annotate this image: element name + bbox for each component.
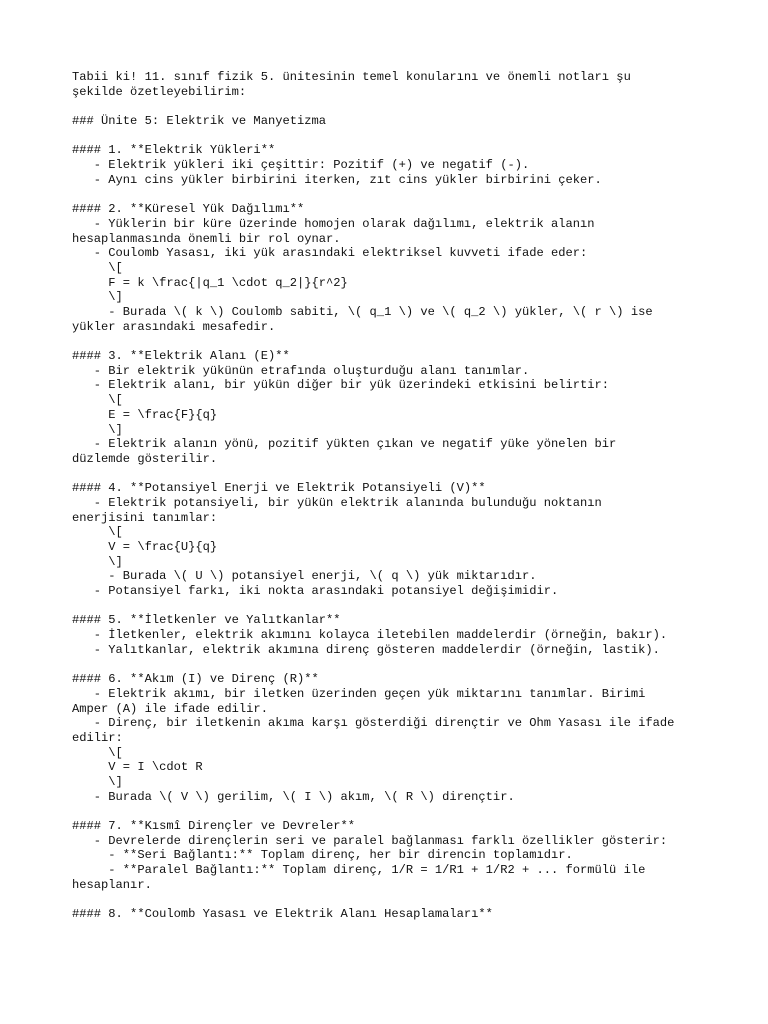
text-line: Amper (A) ile ifade edilir.: [72, 701, 268, 716]
text-line: - **Seri Bağlantı:** Toplam direnç, her bir direncin toplamıdır.: [72, 848, 573, 863]
text-line: \]: [72, 422, 123, 437]
text-line: #### 5. **İletkenler ve Yalıtkanlar**: [72, 613, 341, 628]
text-line: #### 3. **Elektrik Alanı (E)**: [72, 349, 290, 364]
document-body: [72, 70, 712, 922]
text-line: #### 7. **Kısmî Dirençler ve Devreler**: [72, 819, 356, 834]
blank-line: [72, 99, 712, 114]
blank-line: [72, 129, 712, 144]
text-line: - Yalıtkanlar, elektrik akımına direnç gösteren maddelerdir (örneğin, lastik).: [72, 642, 660, 657]
text-line: \[: [72, 525, 123, 540]
text-line: - İletkenler, elektrik akımını kolayca iletebilen maddelerdir (örneğin, bakır).: [72, 628, 668, 643]
text-line: - Yüklerin bir küre üzerinde homojen olarak dağılımı, elektrik alanın: [72, 216, 595, 231]
text-line: şekilde özetleyebilirim:: [72, 84, 247, 99]
text-line: ### Ünite 5: Elektrik ve Manyetizma: [72, 114, 327, 129]
text-line: \]: [72, 554, 123, 569]
text-line: #### 2. **Küresel Yük Dağılımı**: [72, 202, 305, 217]
text-line: - Elektrik alanın yönü, pozitif yükten çıkan ve negatif yüke yönelen bir: [72, 437, 617, 452]
text-line: - Direnç, bir iletkenin akıma karşı gösterdiği dirençtir ve Ohm Yasası ile ifade: [72, 716, 675, 731]
blank-line: [72, 188, 712, 203]
blank-line: [72, 334, 712, 349]
text-line: - Aynı cins yükler birbirini iterken, zıt cins yükler birbirini çeker.: [72, 172, 602, 187]
text-line: V = \frac{U}{q}: [72, 540, 218, 554]
text-line: - Burada \( V \) gerilim, \( I \) akım, \( R \) dirençtir.: [72, 789, 515, 804]
text-line: F = k \frac{|q_1 \cdot q_2|}{r^2}: [72, 275, 348, 290]
blank-line: [72, 804, 712, 819]
text-lines: [72, 70, 712, 922]
text-line: E = \frac{F}{q}: [72, 407, 218, 422]
blank-line: [72, 893, 712, 908]
text-line: - Bir elektrik yükünün etrafında oluşturduğu alanı tanımlar.: [72, 363, 530, 378]
text-line: düzlemde gösterilir.: [72, 451, 218, 466]
text-line: - Elektrik potansiyeli, bir yükün elektrik alanında bulunduğu noktanın: [72, 495, 602, 510]
blank-line: [72, 599, 712, 614]
text-line: \]: [72, 775, 123, 789]
blank-line: [72, 658, 712, 673]
text-line: edilir:: [72, 730, 123, 745]
text-line: V = I \cdot R: [72, 760, 203, 775]
text-line: - Devrelerde dirençlerin seri ve paralel bağlanması farklı özellikler gösterir:: [72, 833, 668, 848]
text-line: - Potansiyel farkı, iki nokta arasındaki potansiyel değişimidir.: [72, 584, 559, 599]
text-line: Tabii ki! 11. sınıf fizik 5. ünitesinin temel konularını ve önemli notları şu: [72, 70, 631, 84]
text-line: \[: [72, 260, 123, 275]
text-line: #### 6. **Akım (I) ve Direnç (R)**: [72, 672, 319, 687]
text-line: - Burada \( k \) Coulomb sabiti, \( q_1 \) ve \( q_2 \) yükler, \( r \) ise: [72, 305, 653, 319]
text-line: - Burada \( U \) potansiyel enerji, \( q \) yük miktarıdır.: [72, 569, 537, 584]
blank-line: [72, 467, 712, 482]
text-line: - **Paralel Bağlantı:** Toplam direnç, 1/R = 1/R1 + 1/R2 + ... formülü ile: [72, 863, 646, 878]
text-line: \]: [72, 290, 123, 305]
text-line: - Elektrik alanı, bir yükün diğer bir yük üzerindeki etkisini belirtir:: [72, 378, 610, 393]
text-line: - Coulomb Yasası, iki yük arasındaki elektriksel kuvveti ifade eder:: [72, 246, 588, 261]
text-line: - Elektrik yükleri iki çeşittir: Pozitif (+) ve negatif (-).: [72, 158, 530, 173]
text-line: \[: [72, 745, 123, 760]
text-line: #### 1. **Elektrik Yükleri**: [72, 143, 276, 158]
text-line: #### 8. **Coulomb Yasası ve Elektrik Alanı Hesaplamaları**: [72, 907, 493, 922]
text-line: hesaplanır.: [72, 877, 152, 892]
text-line: yükler arasındaki mesafedir.: [72, 319, 276, 334]
text-line: - Elektrik akımı, bir iletken üzerinden geçen yük miktarını tanımlar. Birimi: [72, 686, 646, 701]
text-line: enerjisini tanımlar:: [72, 510, 218, 525]
text-line: \[: [72, 393, 123, 408]
text-line: #### 4. **Potansiyel Enerji ve Elektrik Potansiyeli (V)**: [72, 481, 486, 496]
text-line: hesaplanmasında önemli bir rol oynar.: [72, 231, 341, 246]
